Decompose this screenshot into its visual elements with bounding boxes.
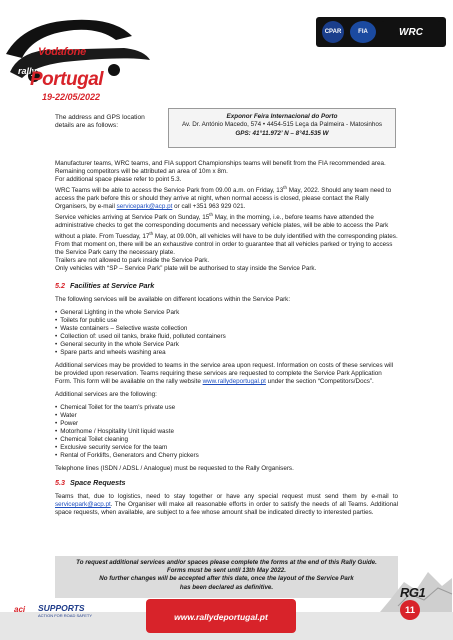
servicepark-email-link[interactable]: servicepark@acp.pt [116, 203, 173, 211]
list-item: • Motorhome / Hospitality Unit liquid waste [55, 428, 398, 436]
space-text-b: . The Organiser will make all reasonable efforts in order to satisfy the needs of all Teams. Additional space requests, when available, are subject to a fee whose amount shall be indicated directly to interested parties. [55, 501, 398, 517]
supports-subtext: ACTION FOR ROAD SAFETY [38, 613, 93, 618]
additional-services-paragraph [55, 362, 398, 386]
section-5-2-title: Facilities at Service Park [70, 281, 155, 291]
notice-line-2: Forms must be sent until 13th May 2022. [167, 567, 286, 575]
footer-website-link[interactable]: www.rallydeportugal.pt [174, 612, 268, 622]
intro-paragraph-2: For additional space please refer to point 5.3. [55, 176, 182, 183]
intro-paragraph-5: Trailers are not allowed to park inside the Service Park. [55, 257, 210, 265]
intro-p3-text-b: May, 2022. Should any team need to access the park before this or should they arrive at night, when normal access is closed, please contact the Rally Organisers, by e-mail [55, 187, 392, 211]
list-item: • Waste containers – Selective waste collection [55, 325, 398, 333]
list-item: • General Lighting in the whole Service Park [55, 309, 398, 317]
main-content [55, 160, 398, 517]
rally-website-link[interactable]: www.rallydeportugal.pt [202, 378, 266, 386]
venue-gps: GPS: 41°11.972’ N – 8°41.535 W [235, 129, 329, 137]
additional-text-a: Additional services may be provided to teams in the service area upon request. Information on costs of these services will be provided upon reservation. Teams requiring these services are requested to complete the Service Park Application Form. This form will be available on the rally website [55, 362, 394, 386]
venue-name: Exponor Feira Internacional do Porto [226, 113, 338, 120]
notice-line-1: To request additional services and/or spaces please complete the forms at the end of this Rally Guide. [76, 559, 377, 566]
rally-portugal-logo [4, 14, 154, 102]
facilities-lead: The following services will be available on different locations within the Service Park: [55, 296, 291, 304]
aci-logo: aci [14, 605, 26, 614]
list-item: • Chemical Toilet cleaning [55, 436, 398, 444]
page-number: 11 [400, 600, 420, 620]
intro-paragraph-4 [55, 211, 398, 257]
page-header [0, 0, 453, 100]
intro-p4-text-c: May, at 09.00h, all vehicles will have to be duly identified with the corresponding plates. From that moment on, there will be an exhaustive control in order to guarantee that all vehicles parked or trying to access the Service Park carry the necessary plate. [55, 233, 398, 257]
section-5-3-title: Space Requests [70, 478, 126, 488]
cpar-logo-text: CPAR [324, 29, 342, 35]
list-item: • Rental of Forklifts, Generators and Cherry pickers [55, 452, 398, 460]
list-item: • Collection of: used oil tanks, brake fluid, polluted containers [55, 333, 398, 341]
logo-dates-text: 19-22/05/2022 [42, 92, 101, 102]
intro-paragraph-1: Manufacturer teams, WRC teams, and FIA support Championships teams will benefit from the FIA recommended area. Remaining competitors will be attributed an area of 10m x 8m. [55, 160, 386, 175]
servicepark-email-link-2[interactable]: servicepark@acp.pt [55, 501, 111, 509]
list-item: • Power [55, 420, 398, 428]
fia-logo [350, 21, 376, 43]
intro-paragraph-3 [55, 184, 398, 211]
logo-rally-text: rally [18, 66, 37, 76]
list-item: • Spare parts and wheels washing area [55, 349, 398, 357]
additional-services-lead: Additional services are the following: [55, 391, 157, 399]
guide-id: RG1 [400, 585, 426, 600]
notice-line-3: No further changes will be accepted after this date, once the layout of the Service Park [99, 575, 354, 583]
intro-p4-sup2: th [149, 231, 154, 237]
address-box [168, 108, 396, 148]
list-item: • Toilets for public use [55, 317, 398, 325]
intro-p3-text-a: WRC Teams will be able to access the Service Park from 09.00 a.m. on Friday, 13 [55, 187, 284, 195]
facilities-list [55, 309, 398, 357]
wrc-logo-text: WRC [399, 26, 423, 38]
list-item: • General security in the whole Service Park [55, 341, 398, 349]
intro-p4-sup: th [209, 212, 213, 218]
space-requests-paragraph [55, 493, 398, 517]
address-label: The address and GPS location details are as follows: [55, 114, 145, 130]
intro-paragraph-6: Only vehicles with “SP – Service Park” plate will be authorised to stay inside the Service Park. [55, 265, 317, 273]
intro-p3-sup: th [283, 185, 288, 190]
list-item: • Exclusive security service for the team [55, 444, 398, 452]
cpar-logo [322, 21, 344, 43]
fia-logo-text: FIA [358, 29, 368, 35]
intro-p4-text-b: May, in the morning, i.e., before teams have attended the administrative checks to get the corresponding documents and necessary vehicle plates, will be able to access the Park without a plate. From Tuesday, 17 [55, 214, 389, 241]
supports-logo-text: SUPPORTS [38, 603, 85, 613]
telephone-lines-note: Telephone lines (ISDN / ADSL / Analogue) must be requested to the Rally Organisers. [55, 465, 294, 473]
list-item: • Chemical Toilet for the team’s private use [55, 404, 398, 412]
list-item: • Water [55, 412, 398, 420]
venue-street: Av. Dr. António Macedo, 574 • 4454-515 Leça da Palmeira - Matosinhos [181, 121, 383, 129]
partner-logos [316, 17, 446, 47]
intro-p4-text-a: Service vehicles arriving at Service Park on Sunday, 15 [55, 214, 210, 222]
section-5-3-number: 5.3 [55, 478, 65, 488]
logo-event-text: Portugal [30, 69, 104, 90]
deadline-notice [55, 556, 398, 598]
notice-line-4: has been declared as definitive. [179, 583, 274, 591]
section-5-2-heading [55, 281, 398, 291]
additional-services-list [55, 404, 398, 460]
space-text-a: Teams that, due to logistics, need to stay together or have any special request must send them by e-mail to [55, 493, 398, 501]
wrc-logo [382, 21, 440, 43]
intro-p3-text-c: or call +351 963 929 021. [172, 203, 246, 211]
section-5-3-heading [55, 478, 398, 488]
logo-brand-text: Vodafone [38, 46, 87, 58]
section-5-2-number: 5.2 [55, 281, 65, 291]
additional-text-b: under the section “Competitors/Docs”. [265, 378, 374, 386]
